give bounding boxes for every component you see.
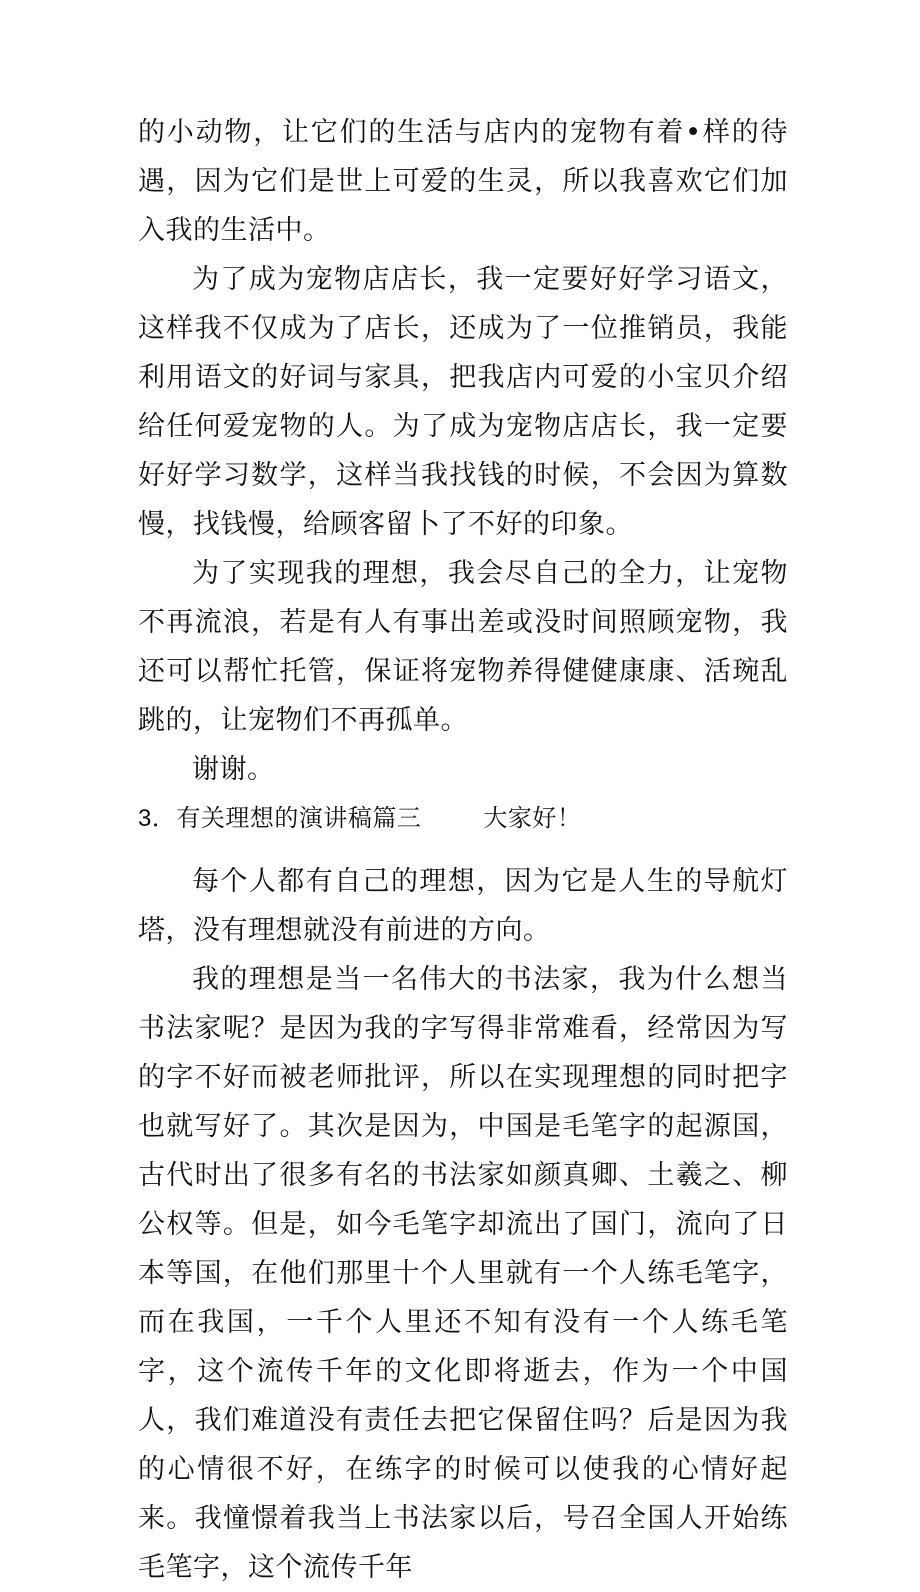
paragraph-calligrapher: 我的理想是当一名伟大的书法家，我为什么想当书法家呢？是因为我的字写得非常难看，经常因为写的字不好而被老师批评，所以在实现理想的同时把字也就写好了。其次是因为，中国是毛笔字的起源国，古代时出了很多有名的书法家如颜真卿、土羲之、柳公权等。但是，如今毛笔字却流出了国门，流向了日本等国，在他们那里十个人里就有一个人练毛笔字，而在我国，一千个人里还不知有没有一个人练毛笔字，这个流传千年的文化即将逝去，作为一个中国人，我们难道没有责任去把它保留住吗？后是因为我的心情很不好，在练字的时候可以使我的心情好起来。我憧憬着我当上书法家以后，号召全国人开始练毛笔字，这个流传千年 xyxy=(138,964,788,1583)
section-title: 3．有关理想的演讲稿篇三 xyxy=(138,805,422,832)
section-greeting: 大家好！ xyxy=(483,805,582,832)
paragraph-thanks: 谢谢。 xyxy=(192,754,275,785)
document-body xyxy=(138,108,788,1592)
section-heading xyxy=(138,794,788,843)
spacer xyxy=(138,843,788,857)
paragraph-realize-dream: 为了实现我的理想，我会尽自己的全力，让宠物不再流浪，若是有人有事出差或没时间照顾宠物，我还可以帮忙托管，保证将宠物养得健健康康、活琬乱跳的，让宠物们不再孤单。 xyxy=(138,558,788,736)
paragraph-study-plan: 为了成为宠物店店长，我一定要好好学习语文，这样我不仅成为了店长，还成为了一位推销员，我能利用语文的好词与家具，把我店内可爱的小宝贝介绍给任何爱宠物的人。为了成为宠物店店长，我一定要好好学习数学，这样当我找钱的时候，不会因为算数慢，找钱慢，给顾客留卜了不好的印象。 xyxy=(138,264,788,540)
paragraph-continuation: 的小动物，让它们的生活与店内的宠物有着•样的待遇，因为它们是世上可爱的生灵，所以我喜欢它们加入我的生活中。 xyxy=(138,117,788,246)
paragraph-intro-dream: 每个人都有自己的理想，因为它是人生的导航灯塔，没有理想就没有前进的方向。 xyxy=(138,866,788,946)
